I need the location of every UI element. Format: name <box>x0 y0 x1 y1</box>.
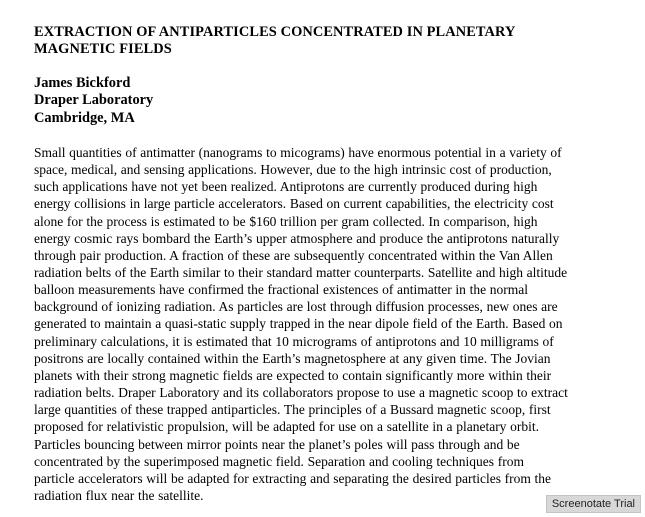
abstract-line: Particles bouncing between mirror points near the planet’s poles will pass through and be <box>34 436 520 452</box>
abstract-line: radiation belts. Draper Laboratory and its collaborators propose to use a magnetic scoop to extract <box>34 385 568 401</box>
abstract-line: balloon measurements have confirmed the fractional existences of antimatter in the normal <box>34 282 528 298</box>
abstract-line: Small quantities of antimatter (nanograms to micograms) have enormous potential in a variety of <box>34 144 562 160</box>
abstract-line: generated to maintain a quasi-static supply trapped in the near dipole field of the Earth. Based on <box>34 316 563 332</box>
watermark-badge: Screenotate Trial <box>546 495 641 513</box>
author-name: James Bickford <box>34 75 131 91</box>
abstract-line: energy collisions in large particle accelerators. Based on current capabilities, the electricity cost <box>34 196 554 212</box>
title-line: MAGNETIC FIELDS <box>34 41 172 57</box>
author-block <box>34 75 624 127</box>
abstract-line: radiation belts of the Earth similar to their standard matter counterparts. Satellite and high altitude <box>34 264 568 280</box>
author-location: Cambridge, MA <box>34 109 135 126</box>
abstract-line: such applications have not yet been realized. Antiprotons are currently produced during high <box>34 179 538 195</box>
abstract-line: background of ionizing radiation. As particles are lost through diffusion processes, new ones are <box>34 299 558 315</box>
document-page <box>34 24 624 504</box>
abstract-line: positrons are locally contained within the Earth’s magnetosphere at any given time. The Jovian <box>34 350 551 366</box>
abstract-line: alone for the process is estimated to be $160 trillion per gram collected. In comparison, high <box>34 213 538 229</box>
abstract-line: concentrated by the superimposed magnetic field. Separation and cooling techniques from <box>34 453 524 469</box>
author-organization: Draper Laboratory <box>34 92 154 109</box>
abstract-line: space, medical, and sensing applications. However, due to the high intrinsic cost of production, <box>34 162 552 178</box>
abstract-line: particle accelerators will be adapted for extracting and separating the desired particles from the <box>34 470 552 486</box>
abstract-line: large quantities of these trapped antiparticles. The principles of a Bussard magnetic scoop, first <box>34 402 551 418</box>
abstract-line: through pair production. A fraction of these are subsequently concentrated within the Van Allen <box>34 247 553 263</box>
abstract-line: proposed for relativistic propulsion, will be adapted for use on a satellite in a planetary orbit. <box>34 419 539 435</box>
abstract-line: planets with their strong magnetic fields are expected to contain significantly more within their <box>34 367 552 383</box>
abstract-line: preliminary calculations, it is estimated that 10 micrograms of antiprotons and 10 milligrams of <box>34 333 554 349</box>
document-title <box>34 24 624 58</box>
abstract-line: radiation flux near the satellite. <box>34 488 204 504</box>
abstract-line: energy cosmic rays bombard the Earth’s upper atmosphere and produce the antiprotons naturally <box>34 230 560 246</box>
title-line: EXTRACTION OF ANTIPARTICLES CONCENTRATED IN PLANETARY <box>34 24 516 40</box>
abstract-paragraph <box>34 144 624 504</box>
